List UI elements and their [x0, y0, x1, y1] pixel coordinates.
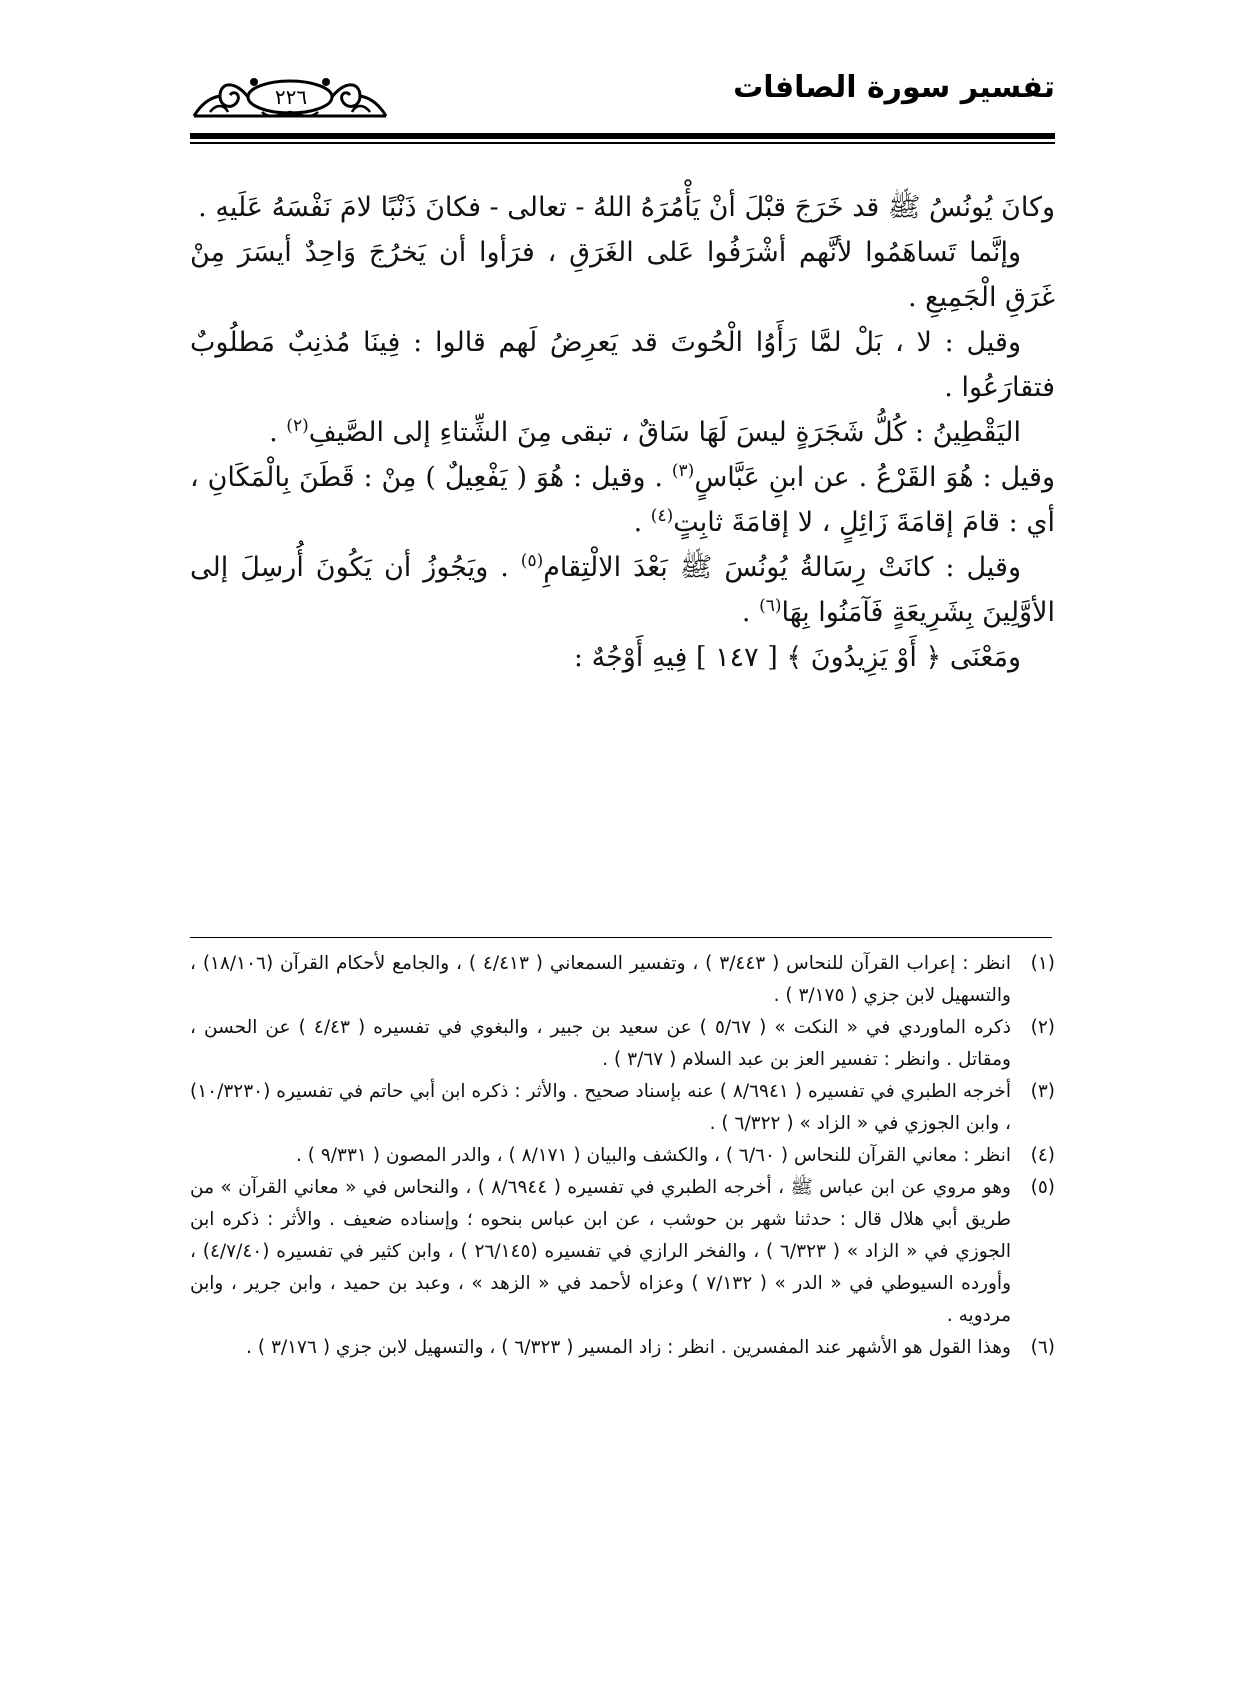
page-number: ٢٢٦	[274, 85, 308, 109]
footnote-2	[190, 1012, 1055, 1076]
paragraph-4-end: .	[269, 417, 287, 448]
footnote-5	[190, 1172, 1055, 1332]
footnote-text: انظر : معاني القرآن للنحاس ( ٦/٦٠ ) ، والكشف والبيان ( ٨/١٧١ ) ، والدر المصون ( ٩/٣٣١ ) .	[296, 1145, 1011, 1166]
footnote-divider	[190, 937, 1052, 938]
paragraph-5	[190, 455, 1055, 545]
paragraph-6-part-b: . ويَجُوزُ أن يَكُونَ أُرسِلَ إلى الأوَّلِينَ بِشَرِيعَةٍ فَآمَنُوا بِهَا	[190, 552, 1055, 628]
main-text	[190, 185, 1055, 680]
header-rule-thin	[190, 142, 1055, 144]
paragraph-2: وإنَّما تَساهَمُوا لأنَّهم أشْرَفُوا عَلى الغَرَقِ ، فرَأوا أن يَخرُجَ وَاحِدٌ أيسَرَ مِنْ غَرَقِ الْجَمِيعِ .	[190, 237, 1055, 313]
footnote-6	[190, 1332, 1055, 1364]
paragraph-4	[190, 410, 1055, 455]
footnote-4	[190, 1140, 1055, 1172]
paragraph-5-part-a: وقيل : هُوَ القَرْعُ . عن ابنِ عَبَّاسٍ	[694, 462, 1055, 493]
paragraph-1: وكانَ يُونُسُ ﷺ قد خَرَجَ قبْلَ أنْ يَأْمُرَهُ اللهُ - تعالى - فكانَ ذَنْبًا لامَ نَفْسَهُ عَلَيهِ .	[198, 192, 1055, 223]
paragraph-7: ومَعْنَى ﴿ أَوْ يَزِيدُونَ ﴾ [ ١٤٧ ] فِيهِ أَوْجُهٌ :	[573, 642, 1021, 673]
page-header	[190, 68, 1055, 130]
paragraph-6-part-a: وقيل : كانَتْ رِسَالةُ يُونُسَ ﷺ بَعْدَ الالْتِقامِ	[543, 552, 1021, 583]
footnote-number: (٦)	[1030, 1337, 1055, 1358]
footnote-number: (٤)	[1030, 1145, 1055, 1166]
footnote-number: (٣)	[1030, 1081, 1055, 1102]
paragraph-6	[190, 545, 1055, 635]
footnote-text: وهذا القول هو الأشهر عند المفسرين . انظر : زاد المسير ( ٦/٣٢٣ ) ، والتسهيل لابن جزي ( ٣/١٧٦ ) .	[246, 1337, 1011, 1358]
footnote-1	[190, 948, 1055, 1012]
footnote-number: (١)	[1030, 953, 1055, 974]
footnote-ref-5: (٥)	[520, 551, 544, 571]
footnote-number: (٥)	[1030, 1177, 1055, 1198]
footnote-text: أخرجه الطبري في تفسيره ( ٨/٦٩٤١ ) عنه بإسناد صحيح . والأثر : ذكره ابن أبي حاتم في تفسيره (١٠/٣٢٣٠) ، وابن الجوزي في « الزاد » ( ٦/٣٢٢ ) .	[190, 1081, 1011, 1134]
paragraph-5-part-b: . وقيل : هُوَ ( يَفْعِيلٌ ) مِنْ : قَطَنَ بِالْمَكَانِ ، أي : قامَ إقامَةَ زَائِلٍ ، لا إقامَةَ ثابِتٍ	[190, 462, 1055, 538]
footnotes	[190, 948, 1055, 1364]
paragraph-4-text: اليَقْطِينُ : كُلُّ شَجَرَةٍ ليسَ لَهَا سَاقٌ ، تبقى مِنَ الشِّتاءِ إلى الصَّيفِ	[308, 417, 1021, 448]
page-number-ornament	[190, 68, 390, 128]
header-rule-thick	[190, 133, 1055, 139]
footnote-ref-3: (٣)	[671, 461, 695, 481]
footnote-ref-4: (٤)	[650, 506, 674, 526]
footnote-3	[190, 1076, 1055, 1140]
paragraph-6-end: .	[741, 597, 760, 628]
footnote-ref-2: (٢)	[286, 416, 309, 436]
footnote-text: وهو مروي عن ابن عباس ﷺ ، أخرجه الطبري في تفسيره ( ٨/٦٩٤٤ ) ، والنحاس في « معاني القرآن » من طريق أبي هلال قال : حدثنا شهر بن حوشب ، عن ابن عباس بنحوه ؛ وإسناده ضعيف . والأثر : ذكره ابن الجوزي في « الزاد » ( ٦/٣٢٣ ) ، والفخر الرازي في تفسيره (٢٦/١٤٥ ) ، وابن كثير في تفسيره (٤/٧/٤٠) ، وأورده السيوطي في « الدر » ( ٧/١٣٢ ) وعزاه لأحمد في « الزهد » ، وعبد بن حميد ، وابن جرير ، وابن مردويه .	[190, 1177, 1012, 1326]
page-title: تفسير سورة الصافات	[733, 70, 1055, 105]
footnote-text: ذكره الماوردي في « النكت » ( ٥/٦٧ ) عن سعيد بن جبير ، والبغوي في تفسيره ( ٤/٤٣ ) عن الحسن ، ومقاتل . وانظر : تفسير العز بن عبد السلام ( ٣/٦٧ ) .	[190, 1017, 1011, 1070]
footnote-ref-6: (٦)	[759, 596, 782, 616]
paragraph-3: وقيل : لا ، بَلْ لمَّا رَأَوُا الْحُوتَ قد يَعرِضُ لَهم قالوا : فِينَا مُذنِبٌ مَطلُوبٌ فتقارَعُوا .	[190, 327, 1055, 403]
footnote-number: (٢)	[1030, 1017, 1055, 1038]
paragraph-5-end: .	[633, 507, 651, 538]
footnote-text: انظر : إعراب القرآن للنحاس ( ٣/٤٤٣ ) ، وتفسير السمعاني ( ٤/٤١٣ ) ، والجامع لأحكام القرآن (١٨/١٠٦) ، والتسهيل لابن جزي ( ٣/١٧٥ ) .	[190, 953, 1012, 1006]
